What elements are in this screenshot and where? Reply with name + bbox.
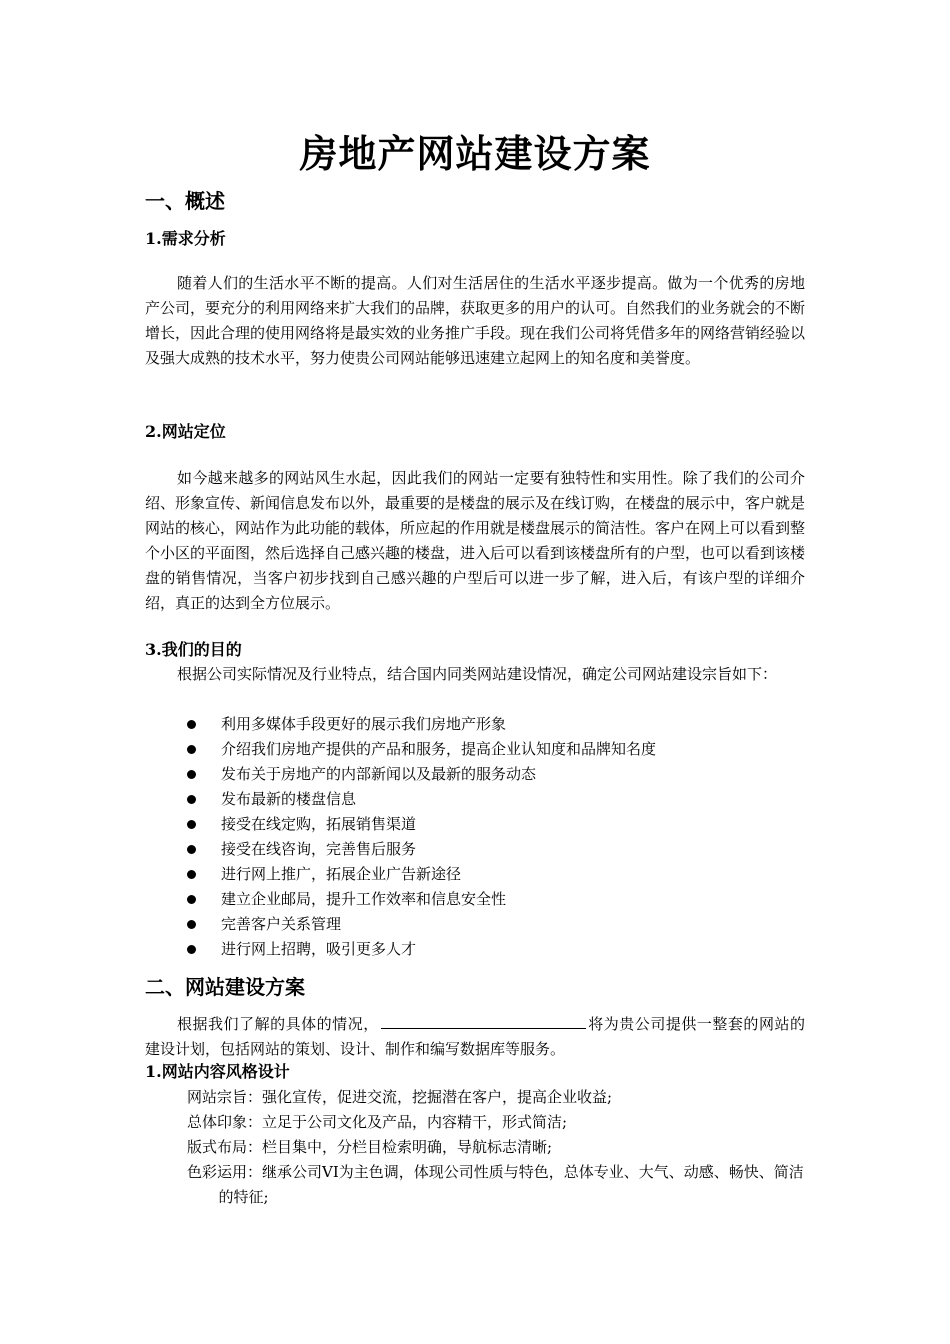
list-item-text: 介绍我们房地产提供的产品和服务，提高企业认知度和品牌知名度 xyxy=(221,740,657,758)
goals-bullet-list xyxy=(145,712,656,962)
list-item: 版式布局：栏目集中，分栏目检索明确，导航标志清晰; xyxy=(187,1138,553,1156)
list-item xyxy=(145,887,656,912)
subsection-heading-positioning: 2.网站定位 xyxy=(145,422,226,441)
list-item-text: 建立企业邮局，提升工作效率和信息安全性 xyxy=(221,890,507,908)
list-item-text: 发布关于房地产的内部新闻以及最新的服务动态 xyxy=(221,765,537,783)
bullet-icon xyxy=(187,920,196,929)
list-item xyxy=(145,787,656,812)
paragraph-requirements: 随着人们的生活水平不断的提高。人们对生活居住的生活水平逐步提高。做为一个优秀的房地产公司，要充分的利用网络来扩大我们的品牌，获取更多的用户的认可。自然我们的业务就会的不断增长，因此合理的使用网络将是最实效的业务推广手段。现在我们公司将凭借多年的网络营销经验以及强大成熟的技术水平，努力使贵公司网站能够迅速建立起网上的知名度和美誉度。 xyxy=(145,274,806,367)
list-item-text: 利用多媒体手段更好的展示我们房地产形象 xyxy=(221,715,507,733)
list-item xyxy=(145,937,656,962)
bullet-icon xyxy=(187,820,196,829)
bullet-icon xyxy=(187,945,196,954)
list-item-text: 发布最新的楼盘信息 xyxy=(221,790,357,808)
list-item-text: 接受在线咨询，完善售后服务 xyxy=(221,840,417,858)
list-item xyxy=(145,712,656,737)
list-item: 色彩运用：继承公司VI为主色调，体现公司性质与特色，总体专业、大气、动感、畅快、简洁的特征; xyxy=(187,1163,804,1206)
list-item xyxy=(145,862,656,887)
list-item-text: 进行网上推广，拓展企业广告新途径 xyxy=(221,865,462,883)
subsection-heading-requirements: 1.需求分析 xyxy=(145,229,226,248)
paragraph-positioning: 如今越来越多的网站风生水起，因此我们的网站一定要有独特性和实用性。除了我们的公司介绍、形象宣传、新闻信息发布以外，最重要的是楼盘的展示及在线订购，在楼盘的展示中，客户就是网站的核心，网站作为此功能的载体，所应起的作用就是楼盘展示的简洁性。客户在网上可以看到整个小区的平面图，然后选择自己感兴趣的楼盘，进入后可以看到该楼盘所有的户型，也可以看到该楼盘的销售情况，当客户初步找到自己感兴趣的户型后可以进一步了解，进入后，有该户型的详细介绍，真正的达到全方位展示。 xyxy=(145,469,806,612)
bullet-icon xyxy=(187,895,196,904)
list-item xyxy=(145,837,656,862)
subsection-heading-goals: 3.我们的目的 xyxy=(145,640,242,659)
list-item: 网站宗旨：强化宣传，促进交流，挖掘潜在客户，提高企业收益; xyxy=(187,1088,613,1106)
bullet-icon xyxy=(187,845,196,854)
style-design-list xyxy=(187,1085,807,1210)
list-item xyxy=(145,812,656,837)
paragraph-goals-intro: 根据公司实际情况及行业特点，结合国内同类网站建设情况，确定公司网站建设宗旨如下： xyxy=(177,665,778,683)
list-item: 总体印象：立足于公司文化及产品，内容精干，形式简洁; xyxy=(187,1113,568,1131)
list-item xyxy=(145,912,656,937)
bullet-icon xyxy=(187,870,196,879)
bullet-icon xyxy=(187,770,196,779)
list-item xyxy=(145,737,656,762)
list-item-text: 完善客户关系管理 xyxy=(221,915,342,933)
paragraph-plan-intro xyxy=(145,1012,805,1062)
list-item xyxy=(145,762,656,787)
company-name-blank xyxy=(381,1014,586,1029)
subsection-heading-style-design: 1.网站内容风格设计 xyxy=(145,1062,290,1081)
plan-intro-end: 将为贵公司提供一整套的网站的建设计划，包括网站的策划、设计、制作和编写数据库等服务。 xyxy=(145,1015,805,1058)
bullet-icon xyxy=(187,795,196,804)
list-item-text: 接受在线定购，拓展销售渠道 xyxy=(221,815,417,833)
section-heading-overview: 一、概述 xyxy=(145,189,225,213)
section-heading-plan: 二、网站建设方案 xyxy=(145,975,305,999)
bullet-icon xyxy=(187,720,196,729)
document-title: 房地产网站建设方案 xyxy=(299,132,651,176)
list-item-text: 进行网上招聘，吸引更多人才 xyxy=(221,940,417,958)
bullet-icon xyxy=(187,745,196,754)
plan-intro-start: 根据我们了解的具体的情况， xyxy=(177,1015,379,1033)
